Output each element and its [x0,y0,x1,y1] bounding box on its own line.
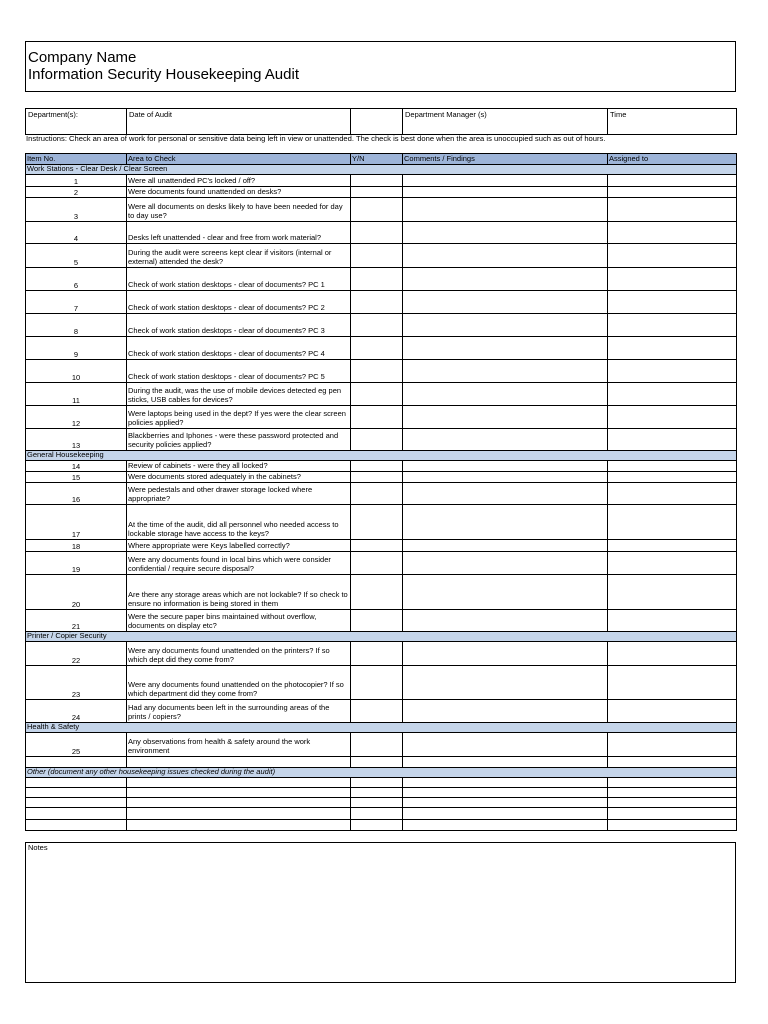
table-row [26,700,737,723]
assigned-to-cell[interactable] [608,383,737,406]
blank-cell[interactable] [403,798,608,808]
table-row [26,820,737,831]
blank-cell [26,757,127,768]
area-to-check: Were pedestals and other drawer storage locked where appropriate? [127,483,351,505]
blank-cell[interactable] [351,788,403,798]
assigned-to-cell[interactable] [608,244,737,268]
assigned-to-cell[interactable] [608,291,737,314]
comments-cell[interactable] [403,540,608,552]
comments-cell[interactable] [403,505,608,540]
area-to-check: Any observations from health & safety around the work environment [127,733,351,757]
assigned-to-cell[interactable] [608,198,737,222]
item-number: 16 [26,483,127,505]
section-label: Work Stations - Clear Desk / Clear Screen [26,165,737,175]
assigned-to-cell[interactable] [608,610,737,632]
comments-cell[interactable] [403,175,608,187]
area-to-check: Were documents found unattended on desks? [127,187,351,198]
table-row [26,552,737,575]
yn-cell[interactable] [351,187,403,198]
area-to-check: Where appropriate were Keys labelled correctly? [127,540,351,552]
assigned-to-cell[interactable] [608,575,737,610]
table-row [26,808,737,820]
blank-cell[interactable] [351,808,403,820]
area-to-check: Were the secure paper bins maintained without overflow, documents on display etc? [127,610,351,632]
blank-cell[interactable] [351,820,403,831]
table-row [26,757,737,768]
table-row [26,244,737,268]
item-number: 10 [26,360,127,383]
blank-cell[interactable] [608,788,737,798]
item-number: 7 [26,291,127,314]
item-number: 1 [26,175,127,187]
blank-cell[interactable] [127,808,351,820]
comments-cell[interactable] [403,733,608,757]
area-to-check: Were any documents found unattended on the photocopier? If so which department did they come from? [127,666,351,700]
table-row [26,198,737,222]
instructions: Instructions: Check an area of work for personal or sensitive data being left in view or unattended. The check is best done when the area is unoccupied such as out of hours. [26,134,606,143]
item-number: 18 [26,540,127,552]
comments-cell[interactable] [403,700,608,723]
comments-cell[interactable] [403,642,608,666]
item-number: 14 [26,461,127,472]
comments-cell[interactable] [403,291,608,314]
comments-cell[interactable] [403,483,608,505]
section-label: Other (document any other housekeeping issues checked during the audit) [26,768,737,778]
section-general [26,451,737,461]
yn-cell[interactable] [351,552,403,575]
assigned-to-cell[interactable] [608,483,737,505]
col-assigned-to: Assigned to [608,154,737,165]
item-number: 23 [26,666,127,700]
comments-cell[interactable] [403,268,608,291]
comments-cell[interactable] [403,461,608,472]
area-to-check: Check of work station desktops - clear of documents? PC 5 [127,360,351,383]
table-row [26,268,737,291]
comments-cell[interactable] [403,198,608,222]
area-to-check: Check of work station desktops - clear of documents? PC 2 [127,291,351,314]
item-number: 20 [26,575,127,610]
blank-cell[interactable] [26,820,127,831]
section-printer [26,632,737,642]
assigned-to-cell[interactable] [608,552,737,575]
area-to-check: Desks left unattended - clear and free from work material? [127,222,351,244]
area-to-check: Were all documents on desks likely to have been needed for day to day use? [127,198,351,222]
blank-cell[interactable] [26,778,127,788]
yn-cell[interactable] [351,642,403,666]
item-number: 4 [26,222,127,244]
assigned-to-cell[interactable] [608,733,737,757]
item-number: 21 [26,610,127,632]
yn-cell[interactable] [351,700,403,723]
assigned-to-cell[interactable] [608,222,737,244]
table-row [26,666,737,700]
item-number: 5 [26,244,127,268]
blank-cell[interactable] [26,788,127,798]
area-to-check: Were any documents found in local bins which were consider confidential / require secure disposal? [127,552,351,575]
item-number: 17 [26,505,127,540]
yn-cell[interactable] [351,222,403,244]
blank-cell[interactable] [127,788,351,798]
department-field[interactable]: Department(s): [26,109,127,135]
blank-cell[interactable] [351,778,403,788]
comments-cell[interactable] [403,406,608,429]
date-of-audit-field[interactable]: Date of Audit [127,109,351,135]
yn-cell[interactable] [351,314,403,337]
comments-cell[interactable] [403,360,608,383]
table-row [26,222,737,244]
table-row [26,472,737,483]
comments-cell[interactable] [403,472,608,483]
col-comments: Comments / Findings [403,154,608,165]
blank-cell[interactable] [127,820,351,831]
table-row [26,540,737,552]
blank-cell[interactable] [26,808,127,820]
yn-cell[interactable] [351,383,403,406]
yn-cell[interactable] [351,575,403,610]
assigned-to-cell[interactable] [608,337,737,360]
item-number: 24 [26,700,127,723]
health-rows [26,733,737,757]
comments-cell[interactable] [403,429,608,451]
blank-cell[interactable] [351,798,403,808]
table-row [26,429,737,451]
blank-cell[interactable] [127,798,351,808]
time-field[interactable]: Time [608,109,737,135]
area-to-check: During the audit, was the use of mobile devices detected eg pen sticks, USB cables for devices? [127,383,351,406]
yn-cell[interactable] [351,666,403,700]
area-to-check: Review of cabinets - were they all locked? [127,461,351,472]
company-name: Company Name [28,49,137,66]
table-row [26,461,737,472]
blank-cell[interactable] [403,778,608,788]
item-number: 3 [26,198,127,222]
area-to-check: Check of work station desktops - clear of documents? PC 3 [127,314,351,337]
notes-label: Notes [28,843,48,852]
yn-cell[interactable] [351,461,403,472]
col-item-no: Item No. [26,154,127,165]
area-to-check: Were all unattended PC's locked / off? [127,175,351,187]
yn-cell[interactable] [351,291,403,314]
table-row [26,383,737,406]
notes-box[interactable] [25,842,736,983]
table-row [26,291,737,314]
blank-cell[interactable] [403,788,608,798]
item-number: 22 [26,642,127,666]
table-row [26,505,737,540]
yn-cell[interactable] [351,360,403,383]
item-number: 19 [26,552,127,575]
area-to-check: Are there any storage areas which are not lockable? If so check to ensure no information is being stored in them [127,575,351,610]
comments-cell[interactable] [403,244,608,268]
area-to-check: Check of work station desktops - clear of documents? PC 4 [127,337,351,360]
printer-rows [26,642,737,723]
table-row [26,733,737,757]
comments-cell[interactable] [403,187,608,198]
yn-cell[interactable] [351,472,403,483]
workstations-rows [26,175,737,451]
assigned-to-cell[interactable] [608,268,737,291]
area-to-check: Had any documents been left in the surrounding areas of the prints / copiers? [127,700,351,723]
blank-cell[interactable] [127,778,351,788]
item-number: 9 [26,337,127,360]
assigned-to-cell[interactable] [608,175,737,187]
title-box [25,41,736,92]
comments-cell[interactable] [403,610,608,632]
yn-cell[interactable] [351,175,403,187]
table-row [26,337,737,360]
comments-cell[interactable] [403,666,608,700]
item-number: 2 [26,187,127,198]
item-number: 15 [26,472,127,483]
assigned-to-cell[interactable] [608,540,737,552]
assigned-to-cell[interactable] [608,406,737,429]
blank-cell[interactable] [608,778,737,788]
comments-cell[interactable] [403,222,608,244]
table-row [26,314,737,337]
section-label: General Housekeeping [26,451,737,461]
col-yn: Y/N [351,154,403,165]
item-number: 11 [26,383,127,406]
yn-cell[interactable] [351,505,403,540]
section-label: Health & Safety [26,723,737,733]
section-health [26,723,737,733]
blank-cell[interactable] [351,757,403,768]
yn-cell[interactable] [351,483,403,505]
blank-cell[interactable] [608,820,737,831]
area-to-check: At the time of the audit, did all personnel who needed access to lockable storage have access to the keys? [127,505,351,540]
yn-cell[interactable] [351,429,403,451]
yn-cell[interactable] [351,244,403,268]
table-row [26,483,737,505]
table-row [26,406,737,429]
table-row [26,360,737,383]
blank-cell[interactable] [608,808,737,820]
assigned-to-cell[interactable] [608,314,737,337]
comments-cell[interactable] [403,383,608,406]
col-area-to-check: Area to Check [127,154,351,165]
yn-cell[interactable] [351,337,403,360]
table-row [26,798,737,808]
comments-cell[interactable] [403,552,608,575]
yn-cell[interactable] [351,268,403,291]
blank-cell[interactable] [403,808,608,820]
assigned-to-cell[interactable] [608,642,737,666]
area-to-check: Blackberries and Iphones - were these password protected and security policies applied? [127,429,351,451]
assigned-to-cell[interactable] [608,700,737,723]
audit-info-fields [25,108,737,135]
assigned-to-cell[interactable] [608,429,737,451]
area-to-check: During the audit were screens kept clear if visitors (internal or external) attended the desk? [127,244,351,268]
assigned-to-cell[interactable] [608,666,737,700]
table-row [26,788,737,798]
table-row [26,187,737,198]
blank-field[interactable] [351,109,403,135]
table-row [26,642,737,666]
yn-cell[interactable] [351,540,403,552]
blank-cell[interactable] [608,757,737,768]
department-manager-field[interactable]: Department Manager (s) [403,109,608,135]
section-other [26,768,737,778]
comments-cell[interactable] [403,575,608,610]
item-number: 8 [26,314,127,337]
general-rows [26,461,737,632]
item-number: 12 [26,406,127,429]
area-to-check: Were any documents found unattended on the printers? If so which dept did they come from? [127,642,351,666]
item-number: 25 [26,733,127,757]
comments-cell[interactable] [403,337,608,360]
yn-cell[interactable] [351,733,403,757]
area-to-check: Were documents stored adequately in the cabinets? [127,472,351,483]
assigned-to-cell[interactable] [608,472,737,483]
yn-cell[interactable] [351,198,403,222]
blank-cell[interactable] [127,757,351,768]
assigned-to-cell[interactable] [608,360,737,383]
yn-cell[interactable] [351,406,403,429]
table-row [26,610,737,632]
assigned-to-cell[interactable] [608,505,737,540]
blank-cell[interactable] [403,820,608,831]
table-row [26,778,737,788]
blank-cell[interactable] [608,798,737,808]
assigned-to-cell[interactable] [608,187,737,198]
assigned-to-cell[interactable] [608,461,737,472]
blank-cell[interactable] [403,757,608,768]
table-header-row [26,154,737,165]
table-row [26,175,737,187]
item-number: 6 [26,268,127,291]
section-label: Printer / Copier Security [26,632,737,642]
other-rows [26,778,737,831]
blank-cell[interactable] [26,798,127,808]
item-number: 13 [26,429,127,451]
audit-table [25,153,737,831]
form-title: Information Security Housekeeping Audit [28,66,299,83]
area-to-check: Were laptops being used in the dept? If yes were the clear screen policies applied? [127,406,351,429]
yn-cell[interactable] [351,610,403,632]
table-row [26,575,737,610]
section-workstations [26,165,737,175]
comments-cell[interactable] [403,314,608,337]
area-to-check: Check of work station desktops - clear of documents? PC 1 [127,268,351,291]
